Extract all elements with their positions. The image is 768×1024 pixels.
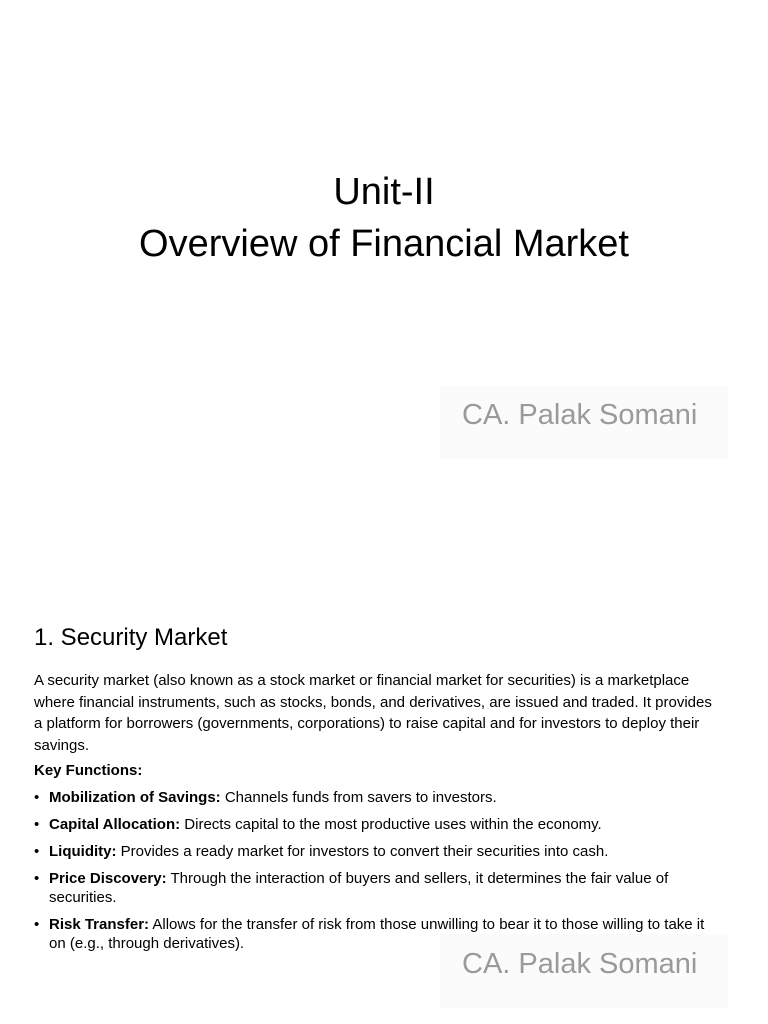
bullet-text: Channels funds from savers to investors. [220, 789, 497, 806]
bullet-term: Price Discovery: [49, 870, 167, 887]
bullet-term: Mobilization of Savings: [49, 789, 221, 806]
list-item [34, 788, 724, 807]
bullet-text: Allows for the transfer of risk from those unwilling to bear it to those willing to take it on (e.g., through derivatives). [49, 916, 705, 952]
watermark-text: CA. Palak Somani [462, 948, 698, 980]
intro-paragraph: A security market (also known as a stock market or financial market for securities) is a marketplace where financial instruments, such as stocks, bonds, and derivatives, are issued and traded. It provides a platform for borrowers (governments, corporations) to raise capital and for investors to deploy their savings. [34, 672, 712, 754]
section-heading: 1. Security Market [34, 624, 228, 651]
bullet-icon: • [34, 789, 40, 806]
content-slide [0, 580, 768, 1024]
bullet-text: Directs capital to the most productive uses within the economy. [180, 816, 602, 833]
bullet-term: Risk Transfer: [49, 916, 150, 933]
bullet-term: Liquidity: [49, 843, 117, 860]
bullet-icon: • [34, 916, 40, 933]
key-functions-heading: Key Functions: [34, 762, 143, 779]
list-item [34, 842, 724, 861]
unit-title: Unit-II [333, 171, 435, 213]
slide-title: Overview of Financial Market [139, 223, 629, 265]
watermark [440, 934, 728, 1008]
list-item [34, 815, 724, 834]
bullet-term: Capital Allocation: [49, 816, 181, 833]
bullet-text: Through the interaction of buyers and sellers, it determines the fair value of securities. [49, 870, 669, 906]
watermark-text: CA. Palak Somani [462, 399, 698, 431]
list-item [34, 869, 724, 907]
bullet-icon: • [34, 870, 40, 887]
bullet-icon: • [34, 816, 40, 833]
bullet-text: Provides a ready market for investors to convert their securities into cash. [116, 843, 609, 860]
bullet-icon: • [34, 843, 40, 860]
watermark [440, 385, 728, 459]
